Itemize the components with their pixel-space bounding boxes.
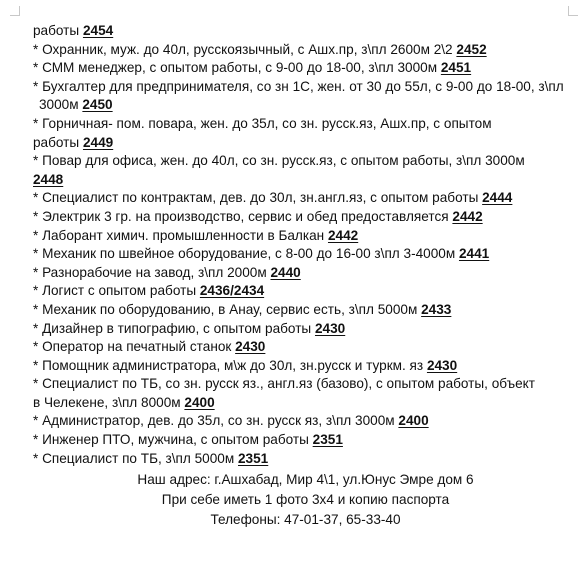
listing-text: * Горничная- пом. повара, жен. до 35л, со зн. русск.яз, Ашх.пр, с опытом xyxy=(33,115,492,131)
listing-code: 2430 xyxy=(235,339,266,355)
listing-text: * Дизайнер в типографию, с опытом работы xyxy=(33,320,312,336)
listing-code: 2454 xyxy=(82,23,114,38)
job-listing xyxy=(33,208,578,227)
listing-text: * Администратор, дев. до 35л, со зн. русск яз, з\пл 3000м xyxy=(33,413,395,429)
job-listing xyxy=(33,152,578,189)
job-listing xyxy=(33,431,578,450)
listing-text: * Логист с опытом работы xyxy=(33,283,197,299)
phone-numbers: Телефоны: 47-01-37, 65-33-40 xyxy=(210,512,401,528)
listing-code: 2444 xyxy=(482,190,513,206)
listing-code: 2441 xyxy=(458,246,490,262)
listing-text: * Лаборант химич. промышленности в Балкан xyxy=(33,227,325,243)
listing-code: 2450 xyxy=(82,97,113,113)
listing-code: 2430 xyxy=(426,357,458,373)
job-listing xyxy=(33,301,578,320)
job-listing xyxy=(33,78,578,115)
listing-text: * Бухгалтер для предпринимателя, со зн 1С, жен. от 30 до 55л, с 9-00 до 18-00, з\пл xyxy=(33,78,564,94)
job-listing xyxy=(33,22,578,41)
listing-code: 2351 xyxy=(238,450,269,466)
listing-code: 2351 xyxy=(312,432,343,448)
listing-text: * Помощник администратора, м\ж до 30л, зн.русск и туркм. яз xyxy=(33,357,424,373)
job-listing xyxy=(33,115,578,152)
listing-text-continued: в Челекене, з\пл 8000м xyxy=(33,394,185,410)
listing-text: * Специалист по ТБ, со зн. русск яз., англ.яз (базово), с опытом работы, объект xyxy=(33,376,535,392)
job-listing xyxy=(33,264,578,283)
job-listing xyxy=(33,245,578,264)
listing-code: 2436/2434 xyxy=(199,283,265,299)
listing-text: * Повар для офиса, жен. до 40л, со зн. русск.яз, с опытом работы, з\пл 3000м xyxy=(33,153,525,169)
listing-code: 2400 xyxy=(398,413,429,429)
listing-text: * Специалист по контрактам, дев. до 30л, зн.англ.яз, с опытом работы xyxy=(33,190,479,206)
listing-text: * Механик по швейное оборудование, с 8-00 до 16-00 з\пл 3-4000м xyxy=(33,246,456,262)
office-address: Наш адрес: г.Ашхабад, Мир 4\1, ул.Юнус Эмре дом 6 xyxy=(137,472,474,488)
listing-code: 2451 xyxy=(440,60,472,76)
listing-code: 2448 xyxy=(33,171,64,187)
job-listing xyxy=(33,227,578,246)
job-listing xyxy=(33,41,578,60)
job-listing xyxy=(33,320,578,339)
listing-text: * Охранник, муж. до 40л, русскоязычный, с Ашх.пр, з\пл 2600м 2\2 xyxy=(33,41,453,57)
job-listing xyxy=(33,375,578,412)
listing-code: 2433 xyxy=(421,301,452,317)
job-listing xyxy=(33,357,578,376)
job-listing xyxy=(33,282,578,301)
listing-text: * СММ менеджер, с опытом работы, с 9-00 до 18-00, з\пл 3000м xyxy=(33,60,438,76)
listing-code: 2440 xyxy=(270,264,301,280)
listing-text: * Разнорабочие на завод, з\пл 2000м xyxy=(33,264,267,280)
listing-text: * Оператор на печатный станок xyxy=(33,339,232,355)
page-corner-mark-top-right xyxy=(568,6,578,16)
listing-text: * Электрик 3 гр. на производство, сервис и обед предоставляется xyxy=(33,208,449,224)
required-documents: При себе иметь 1 фото 3х4 и копию паспорта xyxy=(161,492,450,508)
listing-code: 2430 xyxy=(314,320,346,336)
listing-text: работы xyxy=(33,23,80,38)
listing-code: 2452 xyxy=(456,41,487,57)
document-content xyxy=(33,22,578,530)
listing-code: 2400 xyxy=(184,394,215,410)
job-listing xyxy=(33,412,578,431)
job-listing xyxy=(33,189,578,208)
listing-code: 2449 xyxy=(82,134,114,150)
job-listing xyxy=(33,450,578,469)
listing-text: * Инженер ПТО, мужчина, с опытом работы xyxy=(33,432,309,448)
listing-text: * Механик по оборудованию, в Анау, сервис есть, з\пл 5000м xyxy=(33,301,418,317)
listing-text-continued: работы xyxy=(33,134,80,150)
listing-text: * Специалист по ТБ, з\пл 5000м xyxy=(33,450,235,466)
job-listing xyxy=(33,59,578,78)
job-listing xyxy=(33,338,578,357)
contact-footer xyxy=(33,470,578,530)
listing-text-continued: 3000м xyxy=(39,97,79,113)
listing-code: 2442 xyxy=(327,227,359,243)
listing-code: 2442 xyxy=(452,208,483,224)
page-corner-mark-top-left xyxy=(10,6,20,16)
